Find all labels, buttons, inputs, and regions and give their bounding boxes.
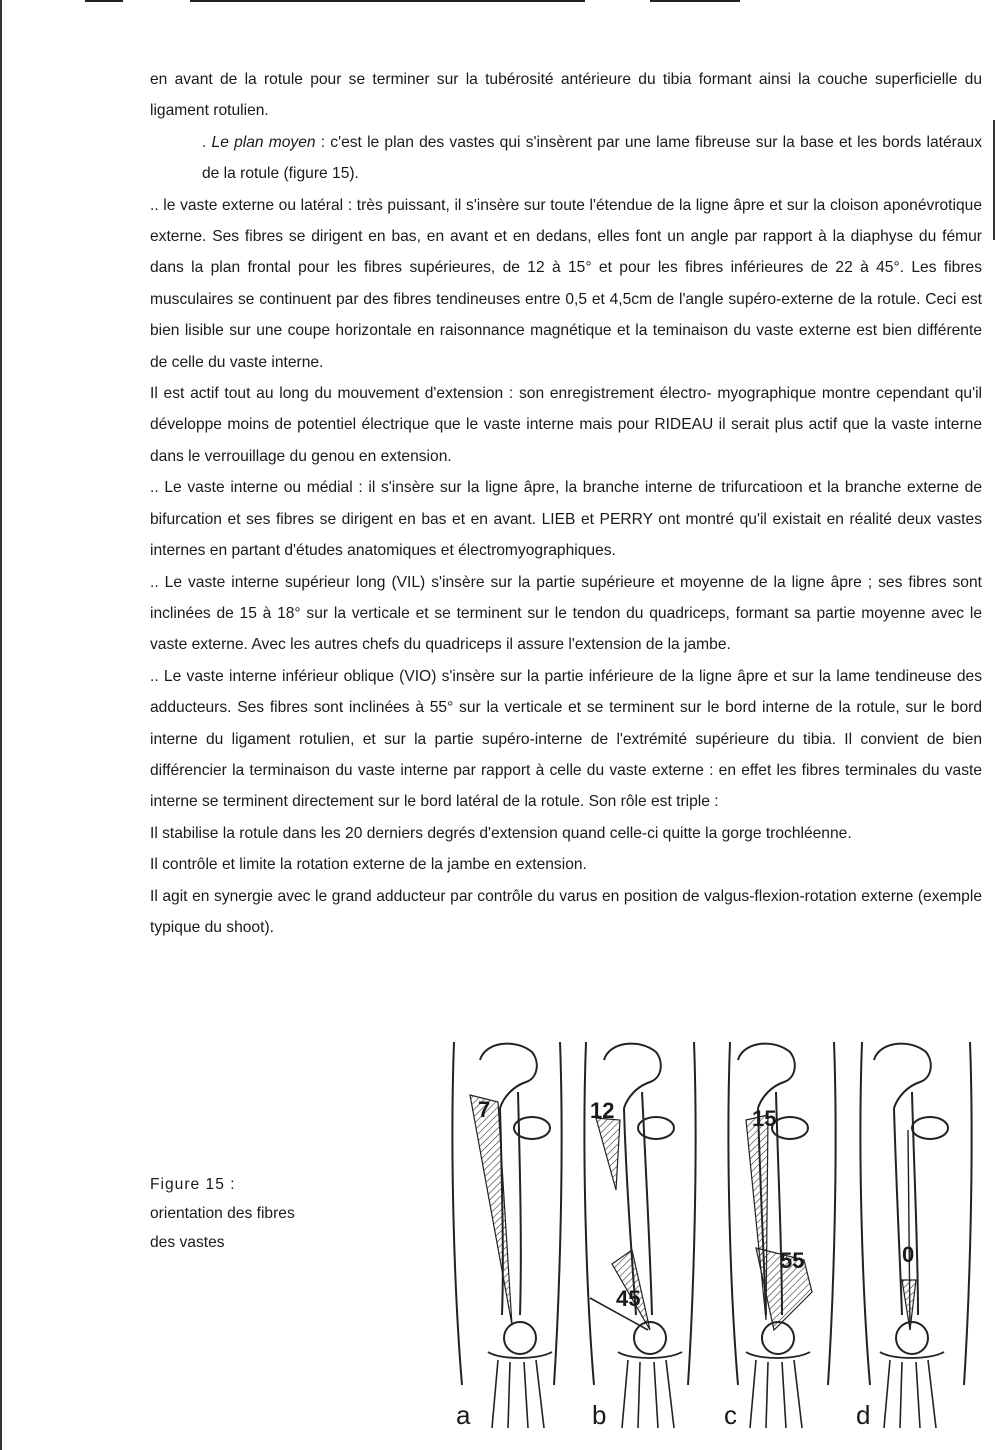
paragraph-2-italic: Le plan moyen — [211, 133, 316, 151]
panel-letter-b: b — [592, 1400, 607, 1430]
caption-line-2: des vastes — [150, 1234, 225, 1251]
header-rule-3 — [650, 0, 740, 2]
panel-c — [716, 1030, 846, 1430]
paragraph-6: .. Le vaste interne supérieur long (VIL) s'insère sur la partie supérieure et moyenne de la ligne âpre ; ses fibres sont inclinées de 15 à 18° sur la verticale et se terminent sur le tendon du quadriceps, formant sa partie moyenne avec le vaste externe. Avec les autres chefs du quadriceps il assure l'extension de la jambe. — [150, 573, 982, 654]
caption-line-1: orientation des fibres — [150, 1205, 295, 1222]
angle-label-a-1: 7 — [478, 1097, 491, 1122]
angle-label-d-1: 0 — [902, 1242, 915, 1267]
angle-label-b-1: 12 — [590, 1098, 615, 1123]
angle-label-c-2: 55 — [780, 1248, 805, 1273]
panel-b — [576, 1030, 706, 1430]
paragraph-9: Il contrôle et limite la rotation externe de la jambe en extension. — [150, 856, 587, 874]
scan-left-edge — [0, 0, 2, 1450]
leg-drawing-c — [716, 1030, 846, 1430]
panel-a — [440, 1030, 570, 1430]
leg-drawing-d — [850, 1030, 980, 1430]
panel-letter-d: d — [856, 1400, 871, 1430]
angle-label-b-2: 45 — [616, 1286, 641, 1311]
header-rule-2 — [190, 0, 585, 2]
panel-letter-c: c — [724, 1400, 737, 1430]
panel-d — [850, 1030, 980, 1430]
body-text — [150, 64, 982, 943]
paragraph-5: .. Le vaste interne ou médial : il s'insère sur la ligne âpre, la branche interne de trifurcatioon et la branche externe de bifurcation et ses fibres se dirigent en bas et en avant. LIEB et PERRY ont montré qu'il existait en réalité deux vastes internes en partant d'études anatomiques et électromyographiques. — [150, 479, 982, 560]
paragraph-10: Il agit en synergie avec le grand adducteur par contrôle du varus en position de valgus-flexion-rotation externe (exemple typique du shoot). — [150, 887, 982, 936]
figure-caption — [150, 1170, 380, 1257]
panel-letter-a: a — [456, 1400, 471, 1430]
paragraph-2-rest: : c'est le plan des vastes qui s'insèrent par une lame fibreuse sur la base et les bords latéraux de la rotule (figure 15). — [202, 133, 982, 183]
angle-label-c-1: 15 — [752, 1106, 777, 1131]
paragraph-8: Il stabilise la rotule dans les 20 derniers degrés d'extension quand celle-ci quitte la gorge trochléenne. — [150, 824, 852, 842]
paragraph-2-lead: . — [202, 133, 212, 151]
figure-15 — [440, 1030, 985, 1430]
paragraph-1: en avant de la rotule pour se terminer sur la tubérosité antérieure du tibia formant ainsi la couche superficielle du ligament rotulien. — [150, 71, 982, 120]
caption-title: Figure 15 : — [150, 1176, 236, 1193]
header-rule-1 — [85, 0, 123, 2]
leg-drawing-b — [576, 1030, 706, 1430]
leg-drawing-a — [440, 1030, 570, 1430]
paragraph-3: .. le vaste externe ou latéral : très puissant, il s'insère sur toute l'étendue de la ligne âpre et sur la cloison aponévrotique externe. Ses fibres se dirigent en bas, en avant et en dedans, elles font un angle par rapport à la diaphyse du fémur dans la plan frontal pour les fibres supérieures, de 12 à 15° et pour les fibres inférieures de 22 à 45°. Les fibres musculaires se continuent par des fibres tendineuses entre 0,5 et 4,5cm de l'angle supéro-externe de la rotule. Ceci est bien lisible sur une coupe horizontale en raisonnance magnétique et la teminaison du vaste externe est bien différente de celle du vaste interne. — [150, 196, 982, 371]
paragraph-7: .. Le vaste interne inférieur oblique (VIO) s'insère sur la partie inférieure de la ligne âpre et sur la lame tendineuse des adducteurs. Ses fibres sont inclinées à 55° sur la verticale et se terminent sur le bord interne de la rotule, sur le bord interne du ligament rotulien, et sur la partie supéro-interne de l'extrémité supérieure du tibia. Il convient de bien différencier la terminaison du vaste interne par rapport à celle du vaste externe : en effet les fibres terminales du vaste interne se terminent directement sur le bord latéral de la rotule. Son rôle est triple : — [150, 667, 982, 811]
paragraph-4: Il est actif tout au long du mouvement d'extension : son enregistrement électro- myographique montre cependant qu'il développe moins de potentiel électrique que le vaste interne mais pour RIDEAU il serait plus actif que la vaste interne dans le verrouillage du genou en extension. — [150, 385, 982, 465]
paragraph-2 — [150, 127, 982, 190]
